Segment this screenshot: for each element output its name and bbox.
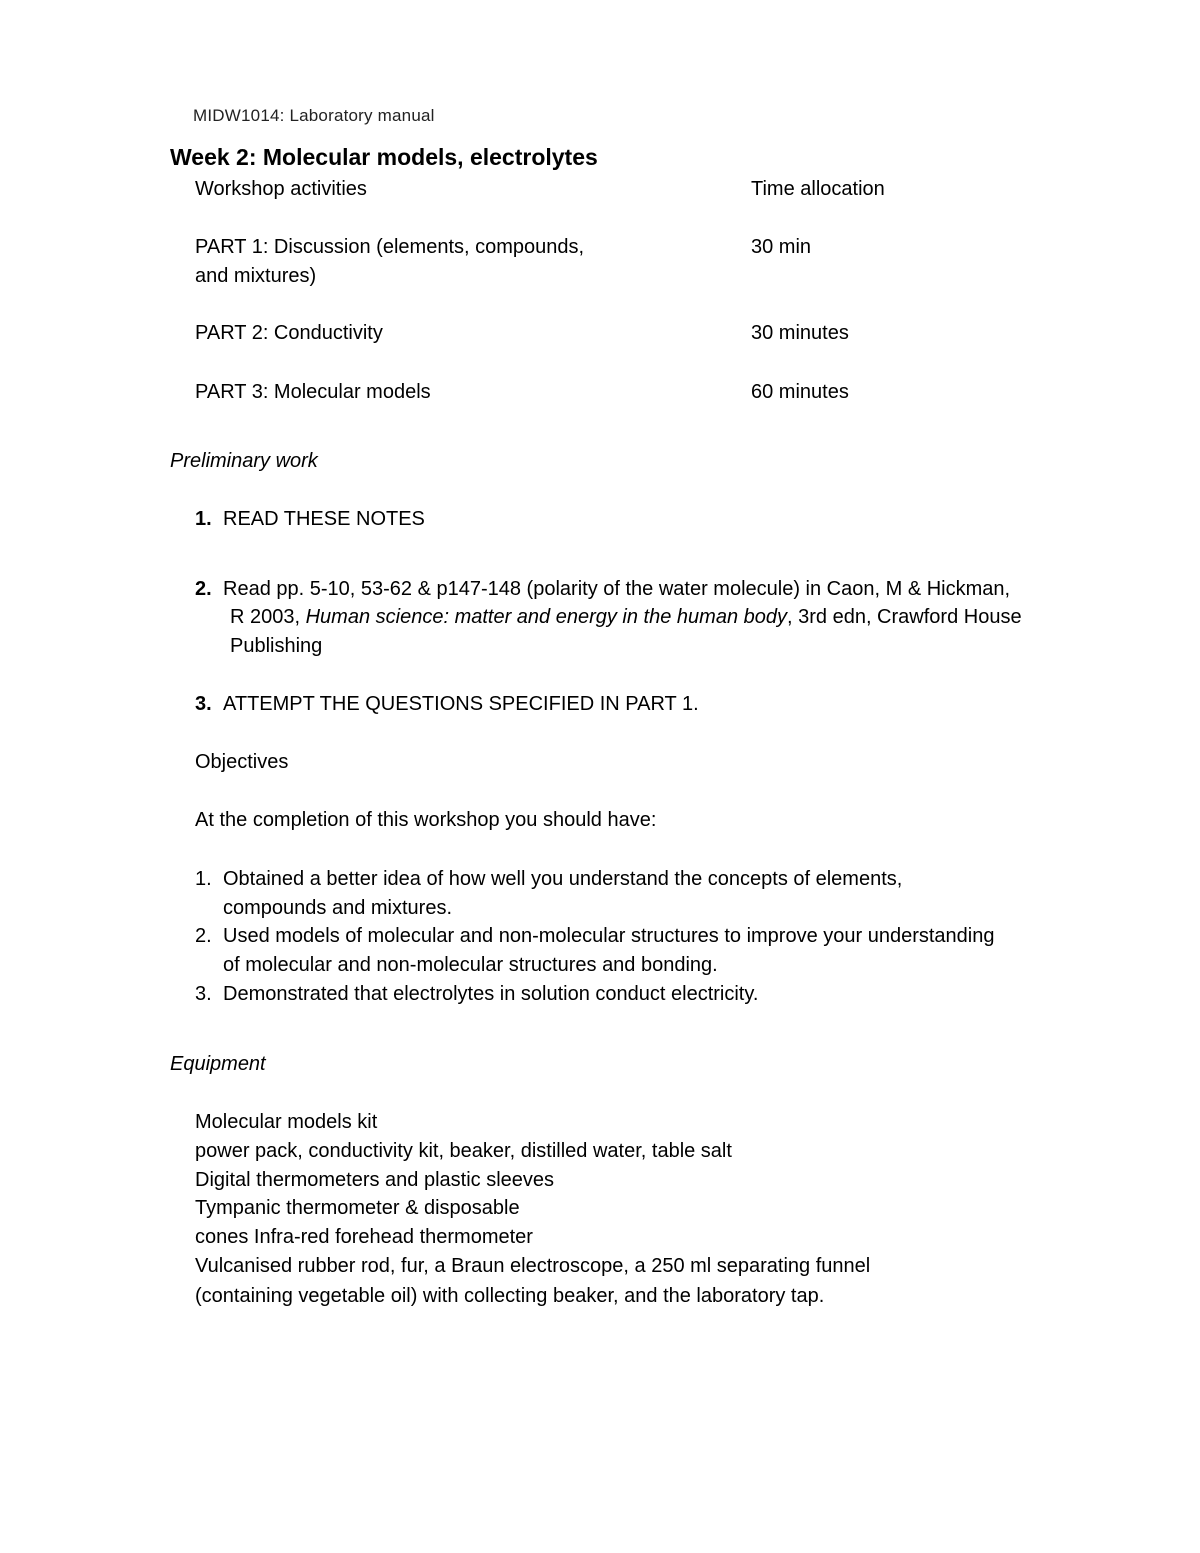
objective-3-number: 3.	[195, 983, 212, 1005]
reference-book-title: Human science: matter and energy in the human body	[305, 606, 787, 628]
objective-2-line2: of molecular and non-molecular structures and bonding.	[223, 954, 718, 976]
objective-1-line1: Obtained a better idea of how well you understand the concepts of elements,	[223, 868, 903, 890]
preliminary-item-1-text: READ THESE NOTES	[223, 508, 425, 530]
preliminary-item-2-line3: Publishing	[230, 635, 323, 657]
objectives-heading: Objectives	[195, 751, 289, 773]
preliminary-item-1-number: 1.	[195, 508, 212, 530]
equipment-line: Molecular models kit	[195, 1111, 378, 1133]
objective-1-line2: compounds and mixtures.	[223, 897, 453, 919]
equipment-heading: Equipment	[170, 1053, 266, 1075]
reference-prefix: R 2003,	[230, 606, 306, 628]
objective-3-line1: Demonstrated that electrolytes in solution conduct electricity.	[223, 983, 759, 1005]
equipment-line: Vulcanised rubber rod, fur, a Braun electroscope, a 250 ml separating funnel	[195, 1255, 871, 1277]
objectives-intro: At the completion of this workshop you should have:	[195, 809, 657, 831]
schedule-col-activity-header: Workshop activities	[195, 178, 367, 200]
course-header: MIDW1014: Laboratory manual	[193, 106, 435, 125]
preliminary-heading: Preliminary work	[170, 450, 318, 472]
schedule-row-1-activity-line2: and mixtures)	[195, 265, 317, 287]
schedule-row-2-activity: PART 2: Conductivity	[195, 322, 383, 344]
preliminary-item-2-line2	[230, 603, 1022, 632]
schedule-row-3-activity: PART 3: Molecular models	[195, 381, 431, 403]
objective-2-line1: Used models of molecular and non-molecular structures to improve your understanding	[223, 925, 995, 947]
equipment-line: Digital thermometers and plastic sleeves	[195, 1169, 555, 1191]
equipment-line: power pack, conductivity kit, beaker, distilled water, table salt	[195, 1140, 732, 1162]
page-title: Week 2: Molecular models, electrolytes	[170, 144, 598, 170]
objective-1-number: 1.	[195, 868, 212, 890]
schedule-row-1-time: 30 min	[751, 236, 812, 258]
schedule-row-2-time: 30 minutes	[751, 322, 849, 344]
preliminary-item-2-line1: Read pp. 5-10, 53-62 & p147-148 (polarity of the water molecule) in Caon, M & Hickman,	[223, 578, 1011, 600]
preliminary-item-3-number: 3.	[195, 693, 212, 715]
objective-2-number: 2.	[195, 925, 212, 947]
equipment-line: cones Infra-red forehead thermometer	[195, 1226, 533, 1248]
equipment-line: (containing vegetable oil) with collecting beaker, and the laboratory tap.	[195, 1285, 825, 1307]
reference-suffix: , 3rd edn, Crawford House	[787, 606, 1022, 628]
schedule-row-1-activity-line1: PART 1: Discussion (elements, compounds,	[195, 236, 585, 258]
schedule-row-3-time: 60 minutes	[751, 381, 849, 403]
preliminary-item-2-number: 2.	[195, 578, 212, 600]
preliminary-item-3-text: ATTEMPT THE QUESTIONS SPECIFIED IN PART 1.	[223, 693, 699, 715]
schedule-col-time-header: Time allocation	[751, 178, 885, 200]
equipment-line: Tympanic thermometer & disposable	[195, 1197, 520, 1219]
